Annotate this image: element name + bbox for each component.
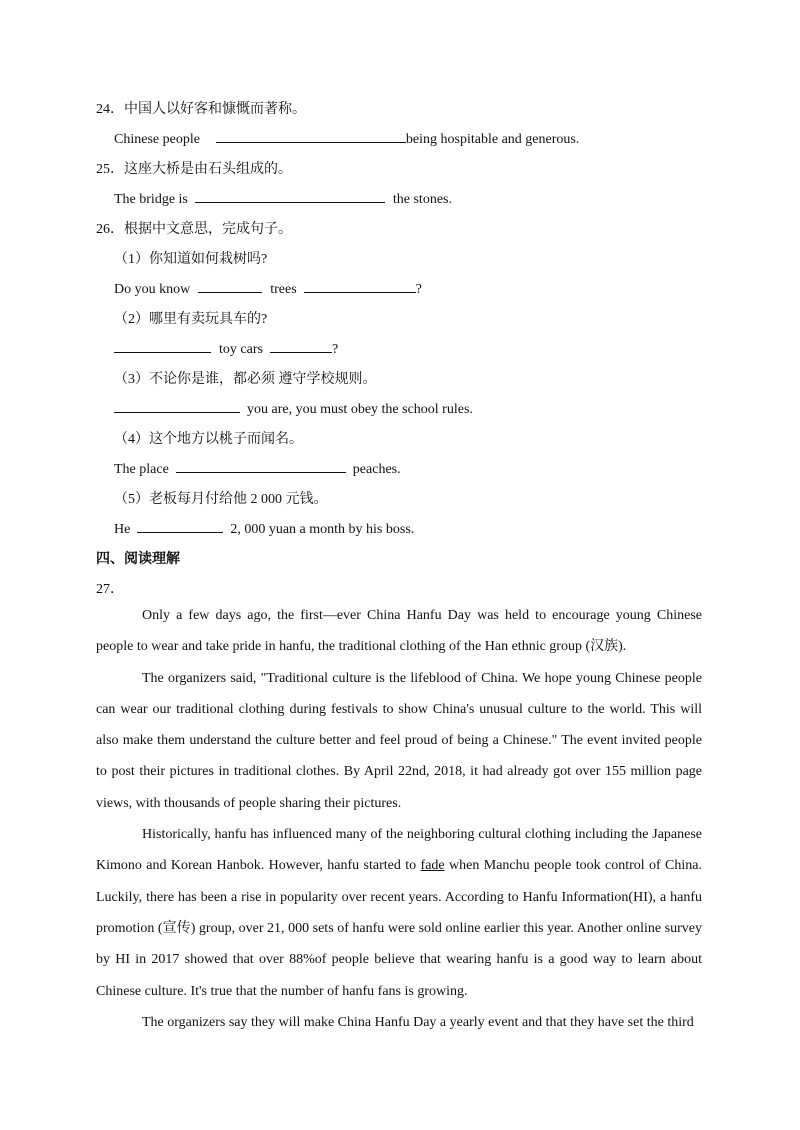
q24-pre-text: Chinese people xyxy=(114,132,200,147)
q26-1-sentence xyxy=(114,278,422,298)
q26-2-blank-1[interactable] xyxy=(114,338,211,353)
q26-2-text-b: toy cars xyxy=(219,342,263,357)
passage-paragraph-4: The organizers say they will make China Hanfu Day a yearly event and that they have set the third xyxy=(142,1014,694,1030)
question-26-prompt: 26．根据中文意思，完成句子。 xyxy=(96,222,292,237)
q26-5-blank-1[interactable] xyxy=(137,518,223,533)
q26-1-text-b: trees xyxy=(270,282,297,297)
q26-2-chinese: （2）哪里有卖玩具车的? xyxy=(114,312,268,327)
question-25-sentence xyxy=(114,188,452,208)
q26-5-sentence xyxy=(114,518,414,538)
q26-4-text-a: The place xyxy=(114,462,169,477)
q26-3-chinese: （3）不论你是谁，都必须 遵守学校规则。 xyxy=(114,372,377,387)
passage-paragraph-3-after: when Manchu people took control of China. Luckily, there has been a rise in popularity over recent years. According to Hanfu Information(HI), a hanfu promotion (宣传) group, over 21, 000 sets of hanfu were sold online earlier this year. Another online survey by HI in 2017 showed that over 88%of people believe that wearing hanfu is a good way to learn about Chinese culture. It's true that the number of hanfu fans is growing. xyxy=(96,858,703,999)
q24-post-text: being hospitable and generous. xyxy=(405,132,580,147)
q26-3-blank-1[interactable] xyxy=(114,398,240,413)
question-25-prompt: 25．这座大桥是由石头组成的。 xyxy=(96,162,292,177)
q26-3-sentence xyxy=(114,398,473,418)
underlined-word-fade: fade xyxy=(420,858,445,874)
passage-paragraph-3-before: Historically, hanfu has influenced many of the neighboring cultural clothing including the Japanese Kimono and Korean Hanbok. However, hanfu started to xyxy=(96,827,702,874)
q25-post-text: the stones. xyxy=(392,192,452,207)
q26-4-blank-1[interactable] xyxy=(176,458,346,473)
passage-paragraph-1: Only a few days ago, the first—ever China Hanfu Day was held to encourage young Chinese people to wear and take pride in hanfu, the traditional clothing of the Han ethnic group (汉族). xyxy=(96,608,702,655)
q25-pre-text: The bridge is xyxy=(114,192,188,207)
q26-2-blank-2[interactable] xyxy=(270,338,332,353)
question-24-sentence xyxy=(114,128,579,148)
passage-paragraph-3 xyxy=(96,819,702,1007)
q26-1-chinese: （1）你知道如何栽树吗? xyxy=(114,252,268,267)
section-title: 四、阅读理解 xyxy=(96,552,180,567)
q26-1-blank-1[interactable] xyxy=(198,278,262,293)
question-24-prompt: 24．中国人以好客和慷慨而著称。 xyxy=(96,102,306,117)
q26-2-sentence xyxy=(114,338,338,358)
q25-answer-blank[interactable] xyxy=(195,188,385,203)
reading-passage xyxy=(96,600,702,1038)
question-27-number: 27． xyxy=(96,582,124,597)
q26-4-chinese: （4）这个地方以桃子而闻名。 xyxy=(114,432,303,447)
q26-2-text-c: ? xyxy=(331,342,339,357)
q26-3-text-b: you are, you must obey the school rules. xyxy=(247,402,473,417)
passage-paragraph-2: The organizers said, "Traditional culture is the lifeblood of China. We hope young Chinese people can wear our traditional clothing during festivals to show China's unusual culture to the world. This will also make them understand the culture better and feel proud of being a Chinese." The event invited people to post their pictures in traditional clothes. By April 22nd, 2018, it had already got over 155 million page views, with thousands of people sharing their pictures. xyxy=(96,670,702,811)
q26-5-chinese: （5）老板每月付给他 2 000 元钱。 xyxy=(114,492,328,507)
q26-5-text-b: 2, 000 yuan a month by his boss. xyxy=(230,522,415,537)
q24-answer-blank[interactable] xyxy=(216,128,406,143)
q26-1-text-c: ? xyxy=(415,282,422,297)
q26-5-text-a: He xyxy=(114,522,131,537)
q26-1-text-a: Do you know xyxy=(114,282,191,297)
q26-4-text-b: peaches. xyxy=(352,462,401,477)
q26-4-sentence xyxy=(114,458,401,478)
q26-1-blank-2[interactable] xyxy=(304,278,416,293)
